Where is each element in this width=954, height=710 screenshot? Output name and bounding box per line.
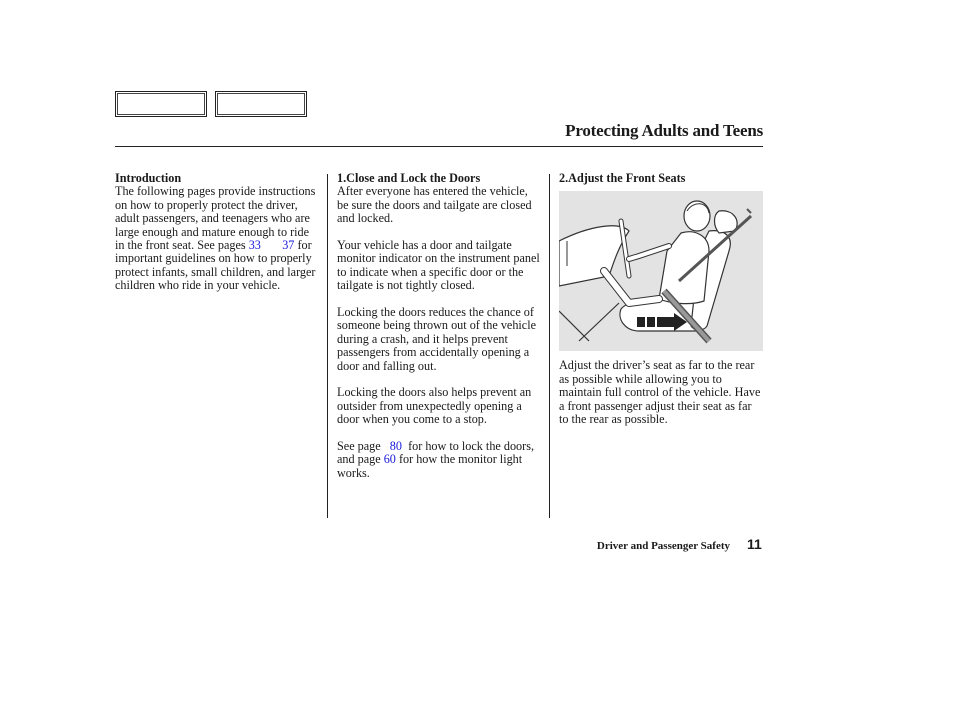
footer-section-label: Driver and Passenger Safety xyxy=(596,540,730,552)
text: See page xyxy=(337,439,384,454)
page-number: 11 xyxy=(747,536,762,552)
nav-button-next[interactable] xyxy=(215,91,307,117)
page-link[interactable]: 60 xyxy=(383,452,396,467)
seat-adjust-illustration xyxy=(559,191,763,351)
column-divider xyxy=(549,174,550,518)
section-heading: 1.Close and Lock the Doors xyxy=(337,171,481,185)
seated-driver-icon xyxy=(559,191,763,351)
paragraph: Your vehicle has a door and tailgate monitor indicator on the instrument panel to indicate when a specific door or the tailgate is not tightly closed. xyxy=(337,238,540,293)
paragraph xyxy=(337,440,542,480)
paragraph: Locking the doors reduces the chance of someone being thrown out of the vehicle during a crash, and it helps prevent passengers from accidentally opening a door and falling out. xyxy=(337,305,537,373)
paragraph xyxy=(115,185,320,292)
page-title: Protecting Adults and Teens xyxy=(565,121,763,140)
text: for how to lock the doors, and page xyxy=(337,439,534,467)
text: for how the monitor light works. xyxy=(337,452,523,480)
section-heading: Introduction xyxy=(115,171,182,185)
section-heading: 2.Adjust the Front Seats xyxy=(559,171,686,185)
page-link[interactable]: 37 xyxy=(282,238,295,253)
nav-button-previous[interactable] xyxy=(115,91,207,117)
paragraph: After everyone has entered the vehicle, be sure the doors and tailgate are closed and locked. xyxy=(337,184,532,226)
column-close-lock-doors xyxy=(337,172,542,494)
page-link[interactable]: 33 xyxy=(248,238,261,253)
text: The following pages provide instructions on how to properly protect the driver, adult passengers, and teenagers who are large enough and mature enough to ride in the front seat. See pages xyxy=(115,184,316,253)
paragraph: Locking the doors also helps prevent an outsider from unexpectedly opening a door when you come to a stop. xyxy=(337,385,532,427)
column-adjust-front-seats xyxy=(559,172,764,440)
header-rule xyxy=(115,146,763,147)
figure-caption: Adjust the driver’s seat as far to the rear as possible while allowing you to maintain full control of the vehicle. Have a front passenger adjust their seat as far to the rear as possible. xyxy=(559,358,761,427)
page-link[interactable]: 80 xyxy=(389,439,402,454)
column-introduction xyxy=(115,172,320,306)
column-divider xyxy=(327,174,328,518)
text: for important guidelines on how to properly protect infants, small children, and larger children who ride in your vehicle. xyxy=(115,238,316,293)
